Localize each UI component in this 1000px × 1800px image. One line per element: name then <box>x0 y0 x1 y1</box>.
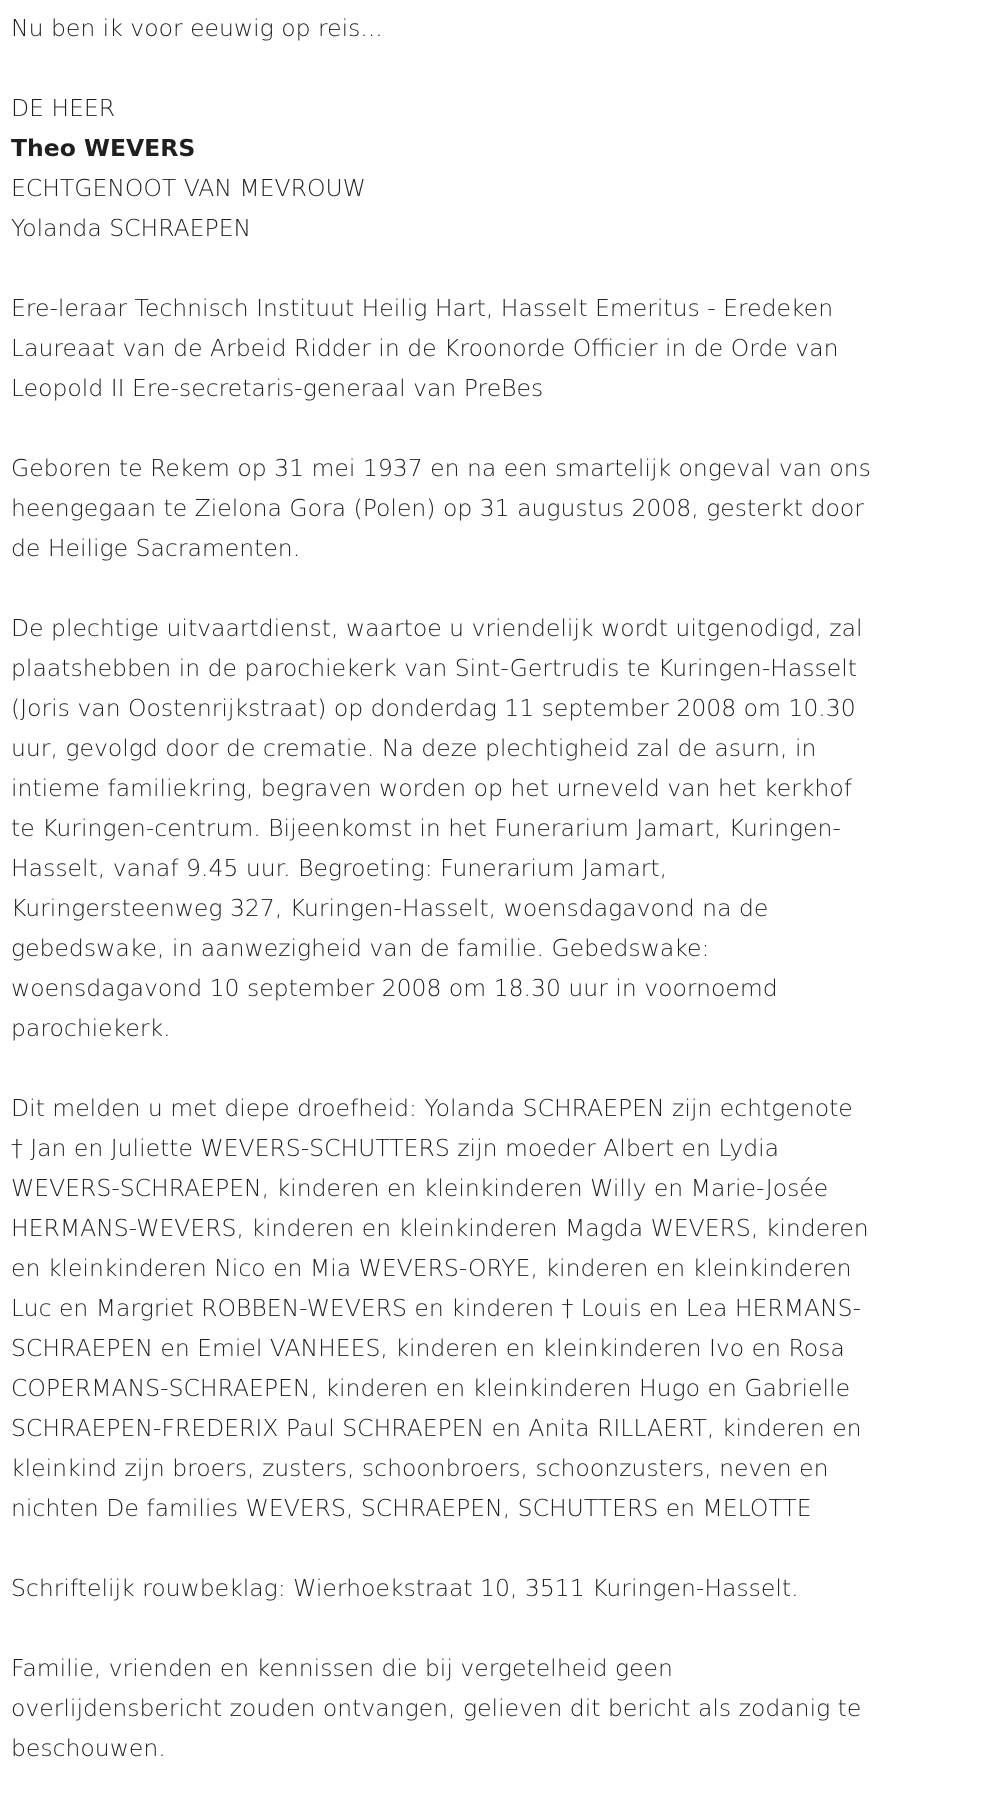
service-paragraph <box>11 608 986 1048</box>
paragraph-line: uur, gevolgd door de crematie. Na deze plechtigheid zal de asurn, in <box>11 734 817 762</box>
paragraph-line: † Jan en Juliette WEVERS-SCHUTTERS zijn moeder Albert en Lydia <box>11 1134 780 1162</box>
paragraph-line: Hasselt, vanaf 9.45 uur. Begroeting: Funerarium Jamart, <box>11 854 668 882</box>
paragraph-line: Ere-leraar Technisch Instituut Heilig Hart, Hasselt Emeritus - Eredeken <box>11 294 834 322</box>
paragraph-line: heengegaan te Zielona Gora (Polen) op 31 augustus 2008, gesterkt door <box>11 494 864 522</box>
paragraph-line: plaatshebben in de parochiekerk van Sint-Gertrudis te Kuringen-Hasselt <box>11 654 857 682</box>
paragraph-line: en kleinkinderen Nico en Mia WEVERS-ORYE, kinderen en kleinkinderen <box>11 1254 852 1282</box>
paragraph-line: (Joris van Oostenrijkstraat) op donderdag 11 september 2008 om 10.30 <box>11 694 856 722</box>
birth-paragraph <box>11 448 986 568</box>
paragraph-line: gebedswake, in aanwezigheid van de familie. Gebedswake: <box>11 934 710 962</box>
paragraph-line: SCHRAEPEN en Emiel VANHEES, kinderen en kleinkinderen Ivo en Rosa <box>11 1334 845 1362</box>
obituary-document <box>11 8 986 1768</box>
deceased-name: Theo WEVERS <box>11 134 196 162</box>
relation-label: ECHTGENOOT VAN MEVROUW <box>11 174 366 202</box>
paragraph-line: SCHRAEPEN-FREDERIX Paul SCHRAEPEN en Anita RILLAERT, kinderen en <box>11 1414 862 1442</box>
spacer <box>11 48 986 88</box>
paragraph-line: beschouwen. <box>11 1734 166 1762</box>
condolence-address: Schriftelijk rouwbeklag: Wierhoekstraat 10, 3511 Kuringen-Hasselt. <box>11 1574 799 1602</box>
spouse-name: Yolanda SCHRAEPEN <box>11 214 252 242</box>
paragraph-line: kleinkind zijn broers, zusters, schoonbroers, schoonzusters, neven en <box>11 1454 829 1482</box>
spacer <box>11 568 986 608</box>
spacer <box>11 1528 986 1568</box>
closing-paragraph <box>11 1648 986 1768</box>
paragraph-line: Leopold II Ere-secretaris-generaal van PreBes <box>11 374 544 402</box>
spacer <box>11 408 986 448</box>
titles-paragraph <box>11 288 986 408</box>
paragraph-line: Geboren te Rekem op 31 mei 1937 en na een smartelijk ongeval van ons <box>11 454 871 482</box>
spacer <box>11 1608 986 1648</box>
paragraph-line: Dit melden u met diepe droefheid: Yolanda SCHRAEPEN zijn echtgenote <box>11 1094 853 1122</box>
paragraph-line: Luc en Margriet ROBBEN-WEVERS en kinderen † Louis en Lea HERMANS- <box>11 1294 862 1322</box>
intro-text: Nu ben ik voor eeuwig op reis... <box>11 14 383 42</box>
paragraph-line: overlijdensbericht zouden ontvangen, gelieven dit bericht als zodanig te <box>11 1694 862 1722</box>
paragraph-line: intieme familiekring, begraven worden op het urneveld van het kerkhof <box>11 774 852 802</box>
paragraph-line: de Heilige Sacramenten. <box>11 534 301 562</box>
condolence-paragraph <box>11 1568 986 1608</box>
paragraph-line: WEVERS-SCHRAEPEN, kinderen en kleinkinderen Willy en Marie-Josée <box>11 1174 829 1202</box>
paragraph-line: COPERMANS-SCHRAEPEN, kinderen en kleinkinderen Hugo en Gabrielle <box>11 1374 851 1402</box>
paragraph-line: te Kuringen-centrum. Bijeenkomst in het Funerarium Jamart, Kuringen- <box>11 814 841 842</box>
paragraph-line: Laureaat van de Arbeid Ridder in de Kroonorde Officier in de Orde van <box>11 334 839 362</box>
paragraph-line: De plechtige uitvaartdienst, waartoe u vriendelijk wordt uitgenodigd, zal <box>11 614 863 642</box>
paragraph-line: woensdagavond 10 september 2008 om 18.30 uur in voornoemd <box>11 974 778 1002</box>
intro-line <box>11 8 986 48</box>
spacer <box>11 248 986 288</box>
family-paragraph <box>11 1088 986 1528</box>
paragraph-line: HERMANS-WEVERS, kinderen en kleinkinderen Magda WEVERS, kinderen <box>11 1214 869 1242</box>
paragraph-line: nichten De families WEVERS, SCHRAEPEN, SCHUTTERS en MELOTTE <box>11 1494 812 1522</box>
paragraph-line: Kuringersteenweg 327, Kuringen-Hasselt, woensdagavond na de <box>11 894 769 922</box>
heading-block <box>11 88 986 248</box>
spacer <box>11 1048 986 1088</box>
paragraph-line: Familie, vrienden en kennissen die bij vergetelheid geen <box>11 1654 673 1682</box>
honorific: DE HEER <box>11 94 116 122</box>
paragraph-line: parochiekerk. <box>11 1014 171 1042</box>
